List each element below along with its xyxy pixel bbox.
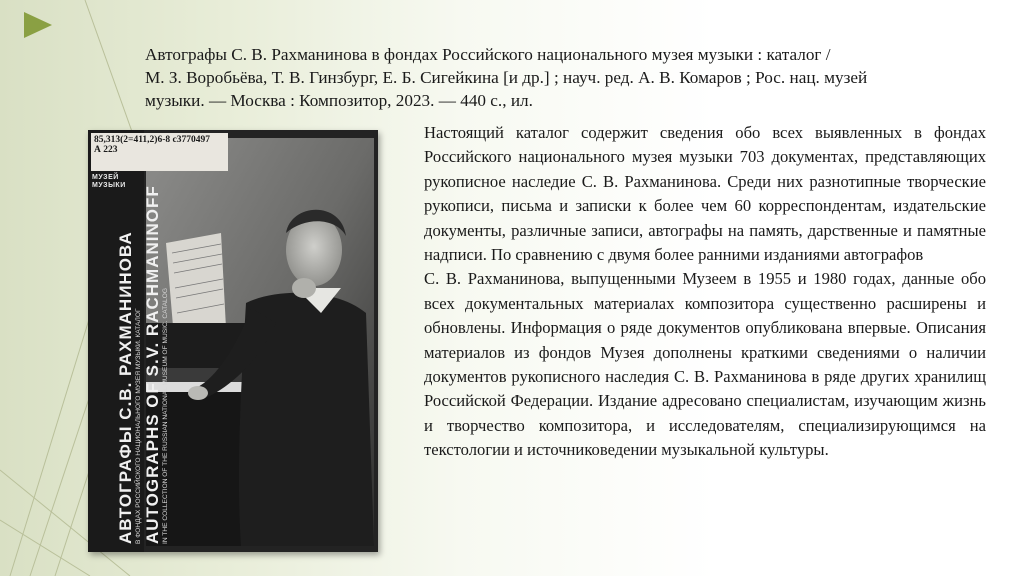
description-paragraph-1: Настоящий каталог содержит сведения обо всех выявленных в фондах Российского национального музея музыки 703 документах, представляющих рукописное наследие С. В. Рахманинова. Среди них разнотипные творческие рукописи, письма и записки к более чем 60 корреспондентам, издательские документы, различные записи, автографы на память, дарственные и памятные надписи. По сравнению с двумя более ранними изданиями автографов bbox=[424, 123, 986, 265]
citation-line-1: Автографы С. В. Рахманинова в фондах Российского национального музея музыки : каталог / bbox=[145, 45, 831, 64]
stamp-shelf-mark: А 223 bbox=[94, 145, 118, 155]
arrow-head-icon bbox=[24, 12, 52, 38]
cover-vertical-title bbox=[116, 184, 170, 544]
museum-logo: МУЗЕЙ МУЗЫКИ bbox=[92, 174, 126, 189]
library-stamp bbox=[91, 133, 228, 171]
cover-title-ru: АВТОГРАФЫ С.В. РАХМАНИНОВА bbox=[116, 231, 135, 544]
stamp-classification-code: 85,313(2=411,2)6-8 с3770497 bbox=[94, 135, 210, 145]
catalog-description bbox=[424, 121, 986, 463]
composer-at-piano-photo bbox=[146, 138, 374, 546]
citation-line-2: М. З. Воробьёва, Т. В. Гинзбург, Е. Б. Сигейкина [и др.] ; науч. ред. А. В. Комаров ; Рос. нац. музей bbox=[145, 68, 868, 87]
cover-title-en: AUTOGRAPHS OF S.V. RACHMANINOFF bbox=[143, 185, 162, 544]
cover-subtitle-ru: В ФОНДАХ РОССИЙСКОГО НАЦИОНАЛЬНОГО МУЗЕЯ МУЗЫКИ. КАТАЛОГ bbox=[135, 308, 142, 544]
bibliographic-citation bbox=[145, 43, 997, 112]
cover-subtitle-en: IN THE COLLECTION OF THE RUSSIAN NATIONAL MUSEUM OF MUSIC. CATALOG bbox=[162, 288, 169, 544]
book-cover-image bbox=[88, 130, 378, 552]
description-paragraph-2: С. В. Рахманинова, выпущенными Музеем в 1955 и 1980 годах, данные обо всех документальных материалах композитора существенно расширены и обновлены. Информация о ряде документов опубликована впервые. Описания материалов из фондов Музея дополнены краткими сведениями о наличии документов рукописного наследия С. В. Рахманинова в ряде других хранилищ Российской Федерации. Издание адресовано специалистам, изучающим жизнь и творчество композитора, и исследователям, специализирующимся на текстологии и источниковедении музыкальной культуры. bbox=[424, 269, 986, 460]
citation-line-3: музыки. — Москва : Композитор, 2023. — 440 с., ил. bbox=[145, 91, 533, 110]
